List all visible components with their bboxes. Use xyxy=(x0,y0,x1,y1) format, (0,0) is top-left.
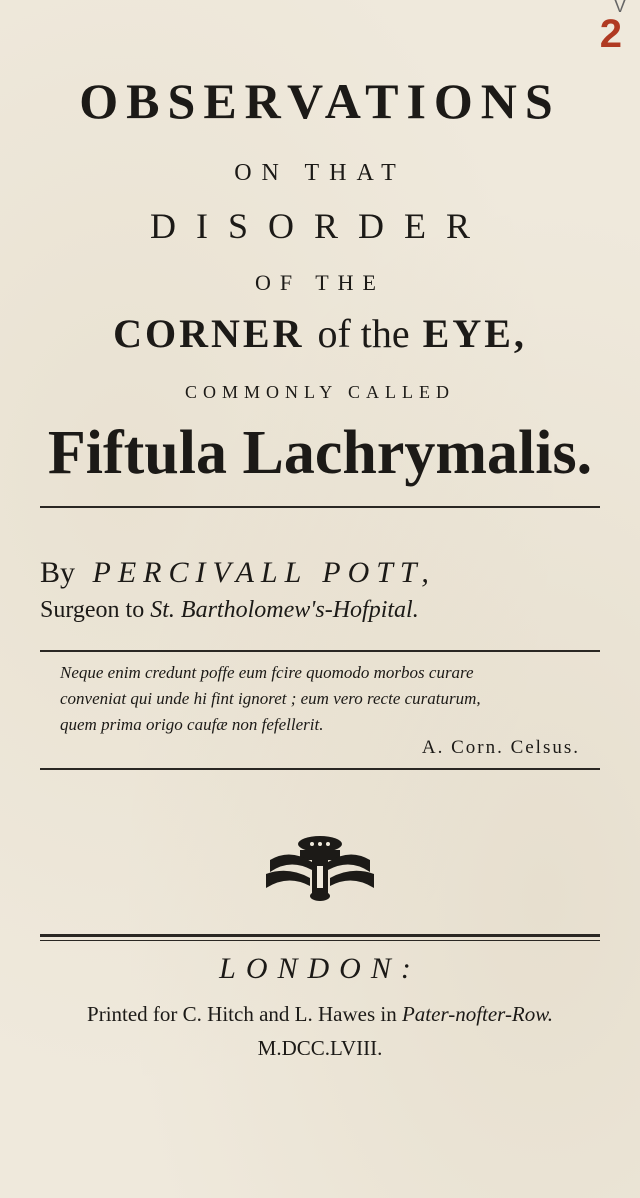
by-word: By xyxy=(40,556,76,589)
author-name: PERCIVALL POTT, xyxy=(92,556,436,589)
epigraph-line: quem prima origo caufæ non fefellerit. xyxy=(60,715,324,734)
divider-rule xyxy=(40,506,600,508)
double-rule-thin xyxy=(40,940,600,941)
main-title: OBSERVATIONS xyxy=(79,73,561,129)
fistula-title: Fiftula Lachrymalis. xyxy=(47,419,593,487)
corner-word: CORNER xyxy=(113,311,305,356)
surgeon-prefix: Surgeon to xyxy=(40,597,145,623)
annotation-v: V xyxy=(613,0,626,16)
printer-text: Printed for C. Hitch and L. Hawes in xyxy=(87,1002,397,1026)
subtitle-of-the: OF THE xyxy=(255,270,385,295)
divider-rule xyxy=(40,768,600,770)
imprint-printer xyxy=(0,1002,640,1027)
hospital-name: St. Bartholomew's-Hofpital. xyxy=(150,597,419,623)
annotation-number: 2 xyxy=(599,12,622,56)
handwritten-annotation xyxy=(590,0,630,70)
author-title xyxy=(40,597,600,624)
imprint-city: LONDON: xyxy=(219,952,421,985)
divider-rule xyxy=(40,650,600,652)
printers-ornament-icon xyxy=(260,830,380,902)
imprint-date: M.DCC.LVIII. xyxy=(257,1036,383,1060)
epigraph-line: Neque enim credunt poffe eum fcire quomodo morbos curare xyxy=(60,663,474,682)
printer-street: Pater-nofter-Row. xyxy=(401,1002,553,1026)
double-rule xyxy=(40,934,600,937)
commonly-called: COMMONLY CALLED xyxy=(184,382,456,402)
byline xyxy=(40,556,600,590)
subtitle-disorder: DISORDER xyxy=(149,206,491,246)
eye-word: EYE, xyxy=(422,311,527,356)
subtitle-on-that: ON THAT xyxy=(234,160,406,186)
epigraph-attribution: A. Corn. Celsus. xyxy=(421,737,580,758)
of-the-words: of the xyxy=(317,311,410,356)
subtitle-corner-of-eye xyxy=(0,310,640,357)
epigraph-line: conveniat qui unde hi fint ignoret ; eum vero recte curaturum, xyxy=(60,689,481,708)
